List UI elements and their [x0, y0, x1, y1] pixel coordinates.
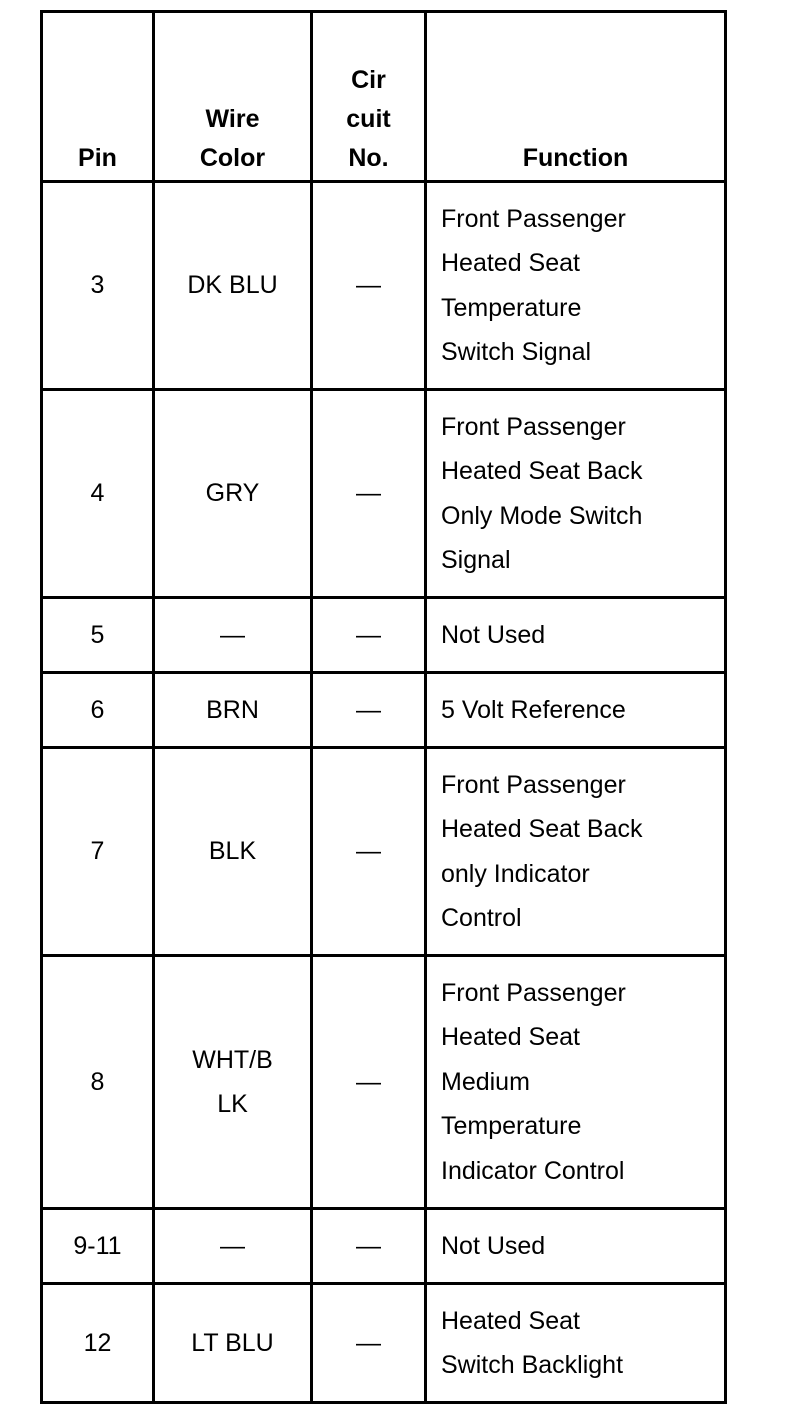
function-line: Medium: [441, 1067, 530, 1096]
function-line: Heated Seat: [441, 1023, 580, 1052]
table-row: [42, 673, 726, 748]
function-cell: [426, 390, 726, 598]
wire-color-cell: [154, 1209, 312, 1284]
function-header: Function: [426, 12, 726, 182]
table-row: [42, 390, 726, 598]
wire-color-line: LT BLU: [191, 1328, 274, 1357]
circuit-no-header-line: No.: [348, 144, 389, 172]
function-line: Heated Seat: [441, 249, 580, 277]
circuit-no-cell: —: [312, 1209, 426, 1284]
function-line: Not Used: [441, 1231, 546, 1260]
function-line: Signal: [441, 546, 511, 574]
circuit-no-cell: —: [312, 182, 426, 390]
wire-color-line: —: [220, 620, 245, 649]
table-row: [42, 1284, 726, 1403]
function-line: Front Passenger: [441, 978, 626, 1007]
circuit-no-cell: —: [312, 390, 426, 598]
pin-cell: 7: [42, 748, 154, 956]
function-line: Switch Backlight: [441, 1351, 624, 1379]
function-line: only Indicator: [441, 859, 590, 888]
pin-cell: 5: [42, 598, 154, 673]
function-line: Temperature: [441, 1112, 582, 1141]
function-line: Temperature: [441, 293, 582, 322]
function-line: Indicator Control: [441, 1156, 625, 1185]
circuit-no-cell: —: [312, 956, 426, 1209]
function-line: Not Used: [441, 620, 546, 649]
function-line: Heated Seat Back: [441, 815, 643, 843]
pin-cell: 12: [42, 1284, 154, 1403]
function-cell: [426, 748, 726, 956]
circuit-no-cell: —: [312, 1284, 426, 1403]
circuit-no-header-line: cuit: [346, 105, 391, 133]
function-line: Only Mode Switch: [441, 501, 643, 530]
wire-color-header-line: Wire: [205, 105, 260, 133]
function-cell: [426, 673, 726, 748]
function-line: 5 Volt Reference: [441, 695, 626, 724]
function-cell: [426, 1209, 726, 1284]
wire-color-line: —: [220, 1231, 245, 1260]
connector-pinout-table: [40, 10, 727, 1404]
table-row: [42, 1209, 726, 1284]
wire-color-cell: [154, 673, 312, 748]
table-row: [42, 956, 726, 1209]
pin-cell: 3: [42, 182, 154, 390]
wire-color-line: WHT/B: [192, 1045, 273, 1074]
wire-color-cell: [154, 390, 312, 598]
wire-color-line: GRY: [205, 479, 260, 508]
wire-color-header: [154, 12, 312, 182]
circuit-no-cell: —: [312, 598, 426, 673]
wire-color-cell: [154, 748, 312, 956]
function-cell: [426, 956, 726, 1209]
wire-color-line: BRN: [206, 695, 259, 724]
function-line: Switch Signal: [441, 338, 592, 366]
wire-color-cell: [154, 182, 312, 390]
wire-color-header-line: Color: [199, 144, 266, 172]
pin-cell: 8: [42, 956, 154, 1209]
function-line: Front Passenger: [441, 204, 626, 233]
pin-cell: 9-11: [42, 1209, 154, 1284]
function-line: Heated Seat Back: [441, 457, 643, 485]
function-cell: [426, 598, 726, 673]
function-cell: [426, 182, 726, 390]
header-row: [42, 12, 726, 182]
wire-color-cell: [154, 1284, 312, 1403]
pin-header: Pin: [42, 12, 154, 182]
pin-cell: 4: [42, 390, 154, 598]
table-body: [42, 182, 726, 1403]
function-line: Heated Seat: [441, 1306, 580, 1335]
function-cell: [426, 1284, 726, 1403]
table-row: [42, 182, 726, 390]
function-line: Control: [441, 904, 522, 932]
wire-color-line: BLK: [208, 837, 257, 866]
circuit-no-cell: —: [312, 673, 426, 748]
wire-color-cell: [154, 956, 312, 1209]
table-row: [42, 748, 726, 956]
function-line: Front Passenger: [441, 412, 626, 441]
circuit-no-header: [312, 12, 426, 182]
circuit-no-header-line: Cir: [351, 66, 386, 94]
pin-cell: 6: [42, 673, 154, 748]
table-row: [42, 598, 726, 673]
wire-color-line: LK: [217, 1090, 248, 1118]
function-line: Front Passenger: [441, 770, 626, 799]
wire-color-cell: [154, 598, 312, 673]
wire-color-line: DK BLU: [187, 271, 278, 300]
circuit-no-cell: —: [312, 748, 426, 956]
